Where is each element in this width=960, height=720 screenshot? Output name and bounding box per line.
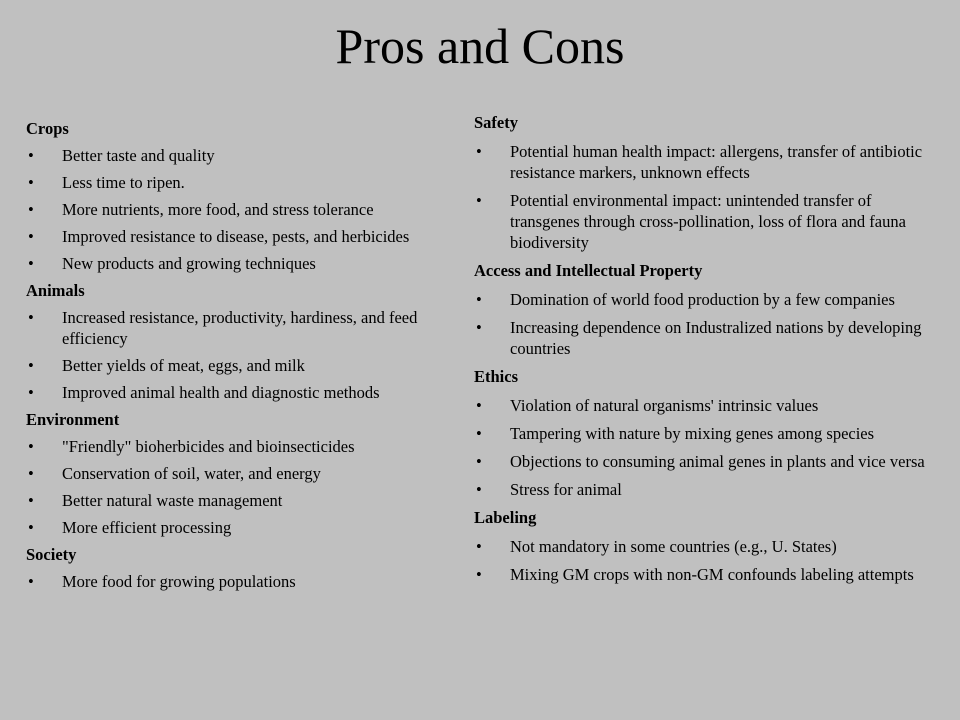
list-item: • New products and growing techniques xyxy=(26,253,458,274)
ethics-list xyxy=(474,395,940,500)
list-item: • More food for growing populations xyxy=(26,571,458,592)
list-item: • Less time to ripen. xyxy=(26,172,458,193)
list-item: • Increasing dependence on Industralized nations by developing countries xyxy=(474,317,940,359)
slide-title: Pros and Cons xyxy=(335,18,625,74)
list-item: • Domination of world food production by a few companies xyxy=(474,289,940,310)
list-item: • Stress for animal xyxy=(474,479,940,500)
list-item: • Better natural waste management xyxy=(26,490,458,511)
labeling-list xyxy=(474,536,940,585)
list-item: • Improved animal health and diagnostic methods xyxy=(26,382,458,403)
pros-column xyxy=(26,118,458,598)
list-item: • Improved resistance to disease, pests, and herbicides xyxy=(26,226,458,247)
society-list xyxy=(26,571,458,592)
safety-list xyxy=(474,141,940,253)
section-heading-animals: Animals xyxy=(26,281,85,300)
list-item: • Violation of natural organisms' intrinsic values xyxy=(474,395,940,416)
section-heading-crops: Crops xyxy=(26,119,69,138)
list-item: • Tampering with nature by mixing genes among species xyxy=(474,423,940,444)
section-heading-labeling: Labeling xyxy=(474,508,537,527)
animals-list xyxy=(26,307,458,403)
list-item: • Conservation of soil, water, and energy xyxy=(26,463,458,484)
list-item: • More efficient processing xyxy=(26,517,458,538)
list-item: • More nutrients, more food, and stress tolerance xyxy=(26,199,458,220)
list-item: • Mixing GM crops with non-GM confounds labeling attempts xyxy=(474,564,940,585)
list-item: • Better taste and quality xyxy=(26,145,458,166)
crops-list xyxy=(26,145,458,274)
cons-column xyxy=(474,112,940,592)
list-item: • "Friendly" bioherbicides and bioinsecticides xyxy=(26,436,458,457)
environment-list xyxy=(26,436,458,538)
section-heading-environment: Environment xyxy=(26,410,120,429)
list-item: • Better yields of meat, eggs, and milk xyxy=(26,355,458,376)
section-heading-ethics: Ethics xyxy=(474,367,519,386)
list-item: • Potential human health impact: allergens, transfer of antibiotic resistance markers, unknown effects xyxy=(474,141,940,183)
section-heading-access: Access and Intellectual Property xyxy=(474,261,703,280)
access-list xyxy=(474,289,940,359)
list-item: • Objections to consuming animal genes in plants and vice versa xyxy=(474,451,940,472)
list-item: • Not mandatory in some countries (e.g., U. States) xyxy=(474,536,940,557)
section-heading-safety: Safety xyxy=(474,113,518,132)
list-item: • Increased resistance, productivity, hardiness, and feed efficiency xyxy=(26,307,458,349)
list-item: • Potential environmental impact: unintended transfer of transgenes through cross-pollination, loss of flora and fauna biodiversity xyxy=(474,190,940,253)
section-heading-society: Society xyxy=(26,545,77,564)
